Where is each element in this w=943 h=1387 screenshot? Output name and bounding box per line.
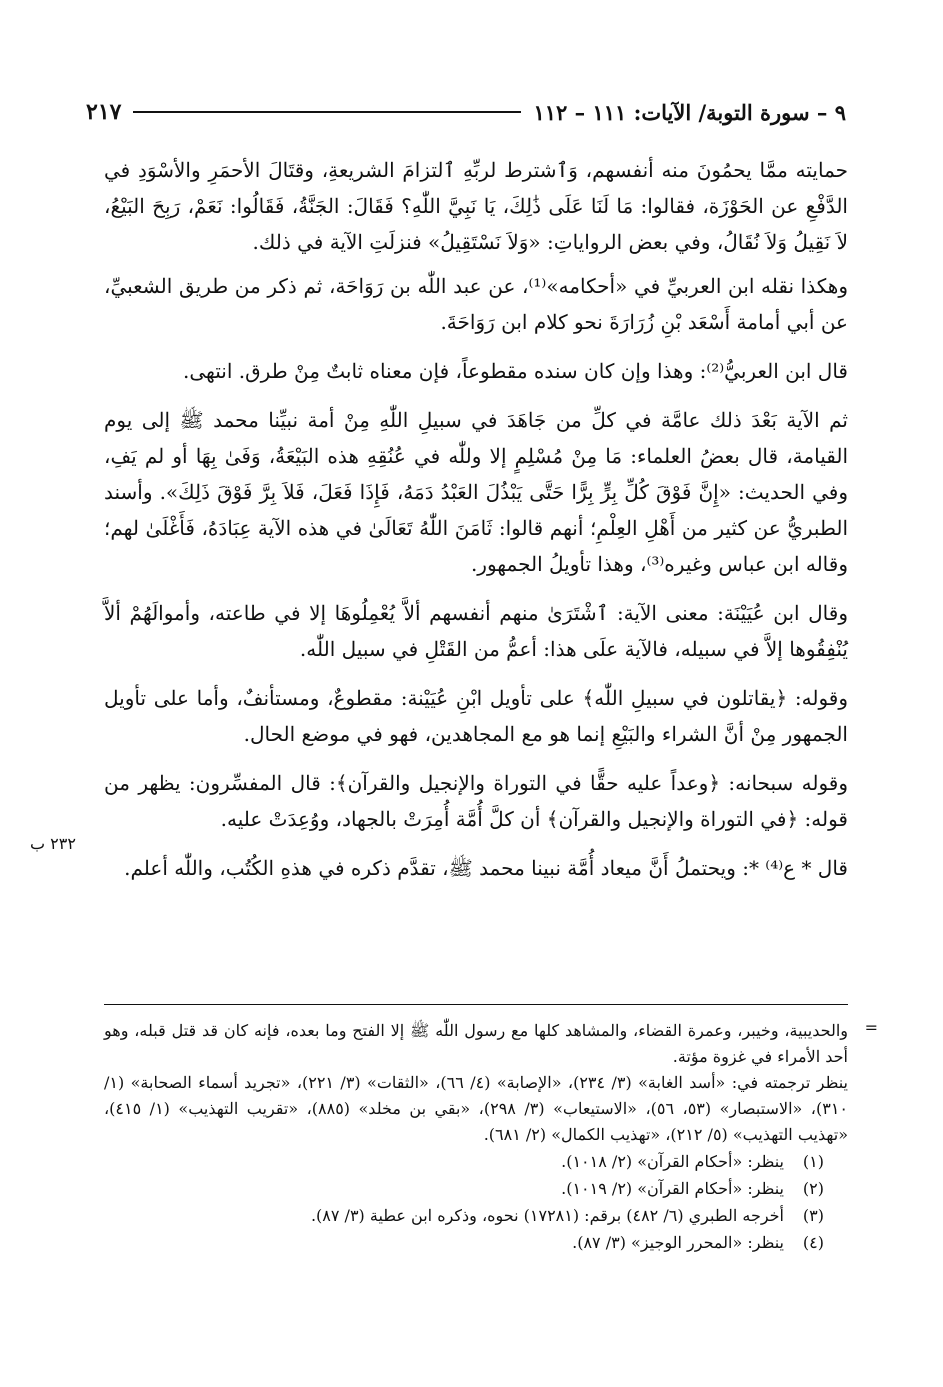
footnote-item bbox=[104, 1230, 848, 1256]
footnote-item bbox=[104, 1203, 848, 1229]
footnote-number: (٢) bbox=[802, 1179, 824, 1198]
footnote-item bbox=[104, 1176, 848, 1202]
paragraph: وقوله: ﴿يقاتلون في سبيلِ اللّٰه﴾ على تأويل ابْنِ عُيَيْنة: مقطوعٌ، ومستأنفٌ، وأما على تأويل الجمهور مِنْ أنَّ الشراء والبَيْعِ إنما هو مع المجاهدين، فهو في موضع الحال. bbox=[104, 686, 848, 746]
footnote-text: ينظر: «أحكام القرآن» (٢/ ١٠١٨). bbox=[561, 1152, 784, 1171]
running-header bbox=[86, 92, 846, 132]
footnote-text: ينظر: «المحرر الوجيز» (٣/ ٨٧). bbox=[572, 1233, 784, 1252]
footnote-continuation-text: والحديبية، وخيبر، وعمرة القضاء، والمشاهد كلها مع رسول اللّٰه ﷺ إلا الفتح وما بعده، فإنه كان قد قتل قبله، وهو أحد الأمراء في غزوة مؤتة. bbox=[104, 1021, 848, 1066]
footnote-number: (١) bbox=[802, 1152, 824, 1171]
paragraph: وقال ابن عُيَيْنَة: معنى الآية: ٱشْتَرَىٰ منهم أنفسهم ألاَّ يُعْمِلُوهَا إلا في طاعته، وأموالَهُمْ ألاَّ يُنْفِقُوها إلاَّ في سبيله، فالآية علَى هذا: أعمُّ من القَتْلِ في سبيل اللّٰه. bbox=[104, 601, 848, 661]
paragraph: وقوله سبحانه: ﴿وعداً عليه حقًّا في التوراة والإنجيل والقرآن﴾: قال المفسِّرون: يظهر من قوله: ﴿في التوراة والإنجيل والقرآن﴾ أن كلَّ أُمَّة أُمِرَتْ بالجهاد، ووُعِدَتْ عليه. bbox=[104, 771, 848, 831]
footnote-text: أخرجه الطبري (٦/ ٤٨٢) برقم: (١٧٢٨١) نحوه، وذكره ابن عطية (٣/ ٨٧). bbox=[310, 1206, 784, 1225]
paragraph: حمايته ممَّا يحمُونَ منه أنفسهم، وَٱشترط لربِّهِ ٱلتزامَ الشريعةِ، وقتَالَ الأحمَرِ والأسْوَدِ في الدَّفْعِ عن الحَوْزَة، فقالوا: مَا لَنَا عَلَى ذَٰلِكَ، يَا نَبِيَّ اللّٰهِ؟ فَقَالَ: الجَنَّةُ، فَقَالُوا: نَعَمْ، رَبِحَ البَيْعُ، لاَ نَقِيلُ وَلاَ نُقَالُ، وفي بعض الرواياتِ: «وَلاَ نَسْتَقِيلُ» فنزلَتِ الآية في ذلك. bbox=[104, 158, 848, 254]
footnote-number: (٣) bbox=[802, 1206, 824, 1225]
footnote-continuation-text: ينظر ترجمته في: «أسد الغابة» (٣/ ٢٣٤)، «الإصابة» (٤/ ٦٦)، «الثقات» (٣/ ٢٢١)، «تجريد أسماء الصحابة» (١/ ٣١٠)، «الاستبصار» (٥٣، ٥٦)، «الاستيعاب» (٣/ ٢٩٨)، «بقي بن مخلد» (٨٨٥)، «تقريب التهذيب» (١/ ٤١٥)، «تهذيب التهذيب» (٥/ ٢١٢)، «تهذيب الكمال» (٢/ ٦٨١). bbox=[104, 1073, 848, 1144]
footnote-separator bbox=[104, 1004, 848, 1005]
page-number: ٢١٧ bbox=[86, 99, 122, 125]
paragraph: قال * ع⁽⁴⁾ *: ويحتملُ أَنَّ ميعاد أُمَّة نبينا محمد ﷺ، تقدَّم ذكره في هذهِ الكُتُب، واللّٰه أعلم. bbox=[124, 856, 848, 880]
header-title: ٩ – سورة التوبة/ الآيات: ١١١ – ١١٢ bbox=[533, 99, 846, 125]
header-rule bbox=[133, 111, 521, 113]
paragraph: ثم الآية بَعْدَ ذلك عامَّة في كلِّ من جَاهَدَ في سبيلِ اللّٰهِ مِنْ أمة نبيِّنا محمد ﷺ إلى يوم القيامة، قال بعضُ العلماء: مَا مِنْ مُسْلِمٍ إلا وللّٰه في عُنُقِهِ هذه البَيْعَةُ، وَفَىٰ بِهَا أو لم يَفِ، وفي الحديث: «إِنَّ فَوْقَ كُلِّ بِرٍّ بِرًّا حَتَّى يَبْذُلَ العَبْدُ دَمَهُ، فَإِذَا فَعَلَ، فَلاَ بِرَّ فَوْقَ ذَلِكَ». وأسند الطبريُّ عن كثير من أَهْلِ العِلْمِ؛ أنهم قالوا: ثَامَنَ اللّٰهُ تَعَالَىٰ في هذه الآية عِبَادَهُ، فَأَغْلَىٰ لهم؛ وقاله ابن عباس وغيره⁽³⁾، وهذا تأويلُ الجمهور. bbox=[104, 408, 848, 576]
footnote-number: (٤) bbox=[802, 1233, 824, 1252]
footnote-continuation bbox=[104, 1018, 878, 1148]
footnote-text: ينظر: «أحكام القرآن» (٢/ ١٠١٩). bbox=[561, 1179, 784, 1198]
footnotes bbox=[104, 1018, 878, 1256]
paragraph: قال ابن العربيُّ⁽²⁾: وهذا وإن كان سنده مقطوعاً، فإن معناه ثابتٌ مِنْ طرق. انتهى. bbox=[183, 359, 848, 383]
footnote-item bbox=[104, 1149, 848, 1175]
paragraph: وهكذا نقله ابن العربيِّ في «أحكامه»⁽¹⁾، عن عبد اللّٰه بن رَوَاحَة، ثم ذكر من طريق الشعبيِّ، عن أبي أمامة أَسْعَد بْنِ زُرَارَةَ نحو كلام ابن رَوَاحَةَ. bbox=[104, 274, 848, 334]
manuscript-folio-note: ٢٣٢ ب bbox=[30, 834, 76, 853]
continuation-mark: = bbox=[864, 1018, 878, 1037]
main-text bbox=[104, 152, 848, 899]
